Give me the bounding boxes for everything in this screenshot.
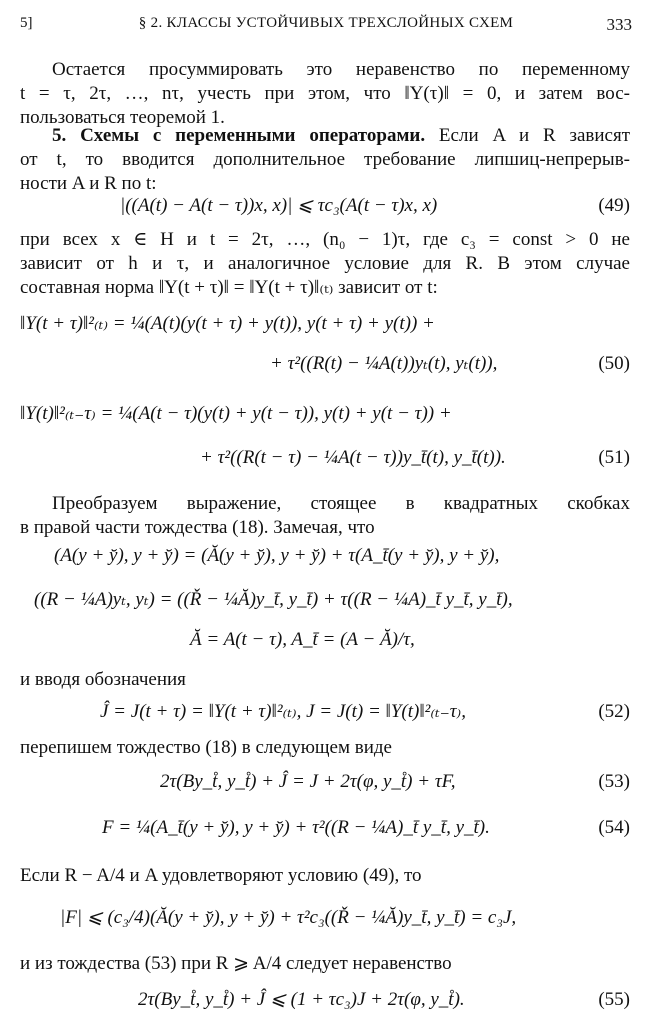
- text-line: и из тождества (53) при R ⩾ A/4 следует неравенство: [20, 953, 452, 974]
- paragraph-notation: [20, 668, 630, 692]
- equation-identity-b: [20, 588, 630, 616]
- equation-body: ‖Y(t)‖²₍ₜ₋τ₎ = ¼(A(t − τ)(y(t) + y(t − τ)), y(t) + y(t − τ)) +: [20, 403, 452, 424]
- text-line: при всех x ∈ H и t = 2τ, …, (n₀ − 1)τ, где c₃ = const > 0 не: [20, 229, 630, 250]
- equation-identity-c: [20, 628, 630, 656]
- text-line: пользоваться теоремой 1.: [20, 107, 225, 128]
- paragraph-rewrite: [20, 736, 630, 760]
- equation-50-line-2: [20, 352, 630, 380]
- equation-body: 2τ(By_t̊, y_t̊) + Ĵ ⩽ (1 + τc₃)J + 2τ(φ, y_t̊).: [138, 989, 465, 1010]
- equation-F-bound: [20, 906, 630, 934]
- equation-body: ((R − ¼A)yₜ, yₜ) = ((Ř − ¼Ă)y_t̄, y_t̄) + τ((R − ¼A)_t̄ y_t̄, y_t̄),: [34, 589, 513, 610]
- equation-51-line-1: [20, 402, 630, 430]
- equation-body: 2τ(By_t̊, y_t̊) + Ĵ = J + 2τ(φ, y_t̊) + τF,: [160, 771, 456, 792]
- equation-49: [20, 194, 630, 222]
- equation-number: (51): [598, 447, 630, 468]
- text-line: перепишем тождество (18) в следующем виде: [20, 737, 392, 758]
- paragraph-transform: [20, 492, 630, 540]
- equation-number: (50): [598, 353, 630, 374]
- equation-body: + τ²((R(t) − ¼A(t))yₜ(t), yₜ(t)),: [270, 353, 498, 374]
- equation-body: Ă = A(t − τ), A_t̄ = (A − Ă)/τ,: [190, 629, 415, 650]
- equation-50-line-1: [20, 312, 630, 340]
- page-number: 333: [606, 15, 632, 34]
- paragraph-inequality: [20, 952, 630, 976]
- section-heading: 5. Схемы с переменными операторами.: [52, 125, 426, 146]
- text-line: и вводя обозначения: [20, 669, 186, 690]
- equation-number: (53): [598, 771, 630, 792]
- equation-54: [20, 816, 630, 844]
- text-fragment: Если A и R зависят: [438, 125, 630, 146]
- text-line: в правой части тождества (18). Замечая, что: [20, 517, 375, 538]
- paragraph-condition-49: [20, 864, 630, 888]
- equation-body: F = ¼(A_t̄(y + y̆), y + y̆) + τ²((R − ¼A)_t̄ y_t̄, y_t̄).: [102, 817, 490, 838]
- equation-body: ‖Y(t + τ)‖²₍ₜ₎ = ¼(A(t)(y(t + τ) + y(t)), y(t + τ) + y(t)) +: [20, 313, 435, 334]
- equation-body: + τ²((R(t − τ) − ¼A(t − τ))y_t̄(t), y_t̄(t)).: [200, 447, 506, 468]
- running-header: [20, 14, 632, 38]
- equation-body: (A(y + y̆), y + y̆) = (Ă(y + y̆), y + y̆) + τ(A_t̄(y + y̆), y + y̆),: [54, 545, 500, 566]
- equation-53: [20, 770, 630, 798]
- equation-number: (52): [598, 701, 630, 722]
- equation-55: [20, 988, 630, 1016]
- text-line: Остается просуммировать это неравенство по переменному: [52, 59, 630, 80]
- paragraph-variable-operators: [20, 124, 630, 196]
- text-line: зависит от h и τ, и аналогичное условие для R. В этом случае: [20, 253, 630, 274]
- text-line: [20, 124, 630, 148]
- paragraph-conditions: [20, 228, 630, 300]
- equation-51-line-2: [20, 446, 630, 474]
- header-section-number: 5]: [20, 15, 33, 31]
- equation-body: Ĵ = J(t + τ) = ‖Y(t + τ)‖²₍ₜ₎, J = J(t) = ‖Y(t)‖²₍ₜ₋τ₎,: [100, 701, 466, 722]
- equation-number: (54): [598, 817, 630, 838]
- header-title: § 2. КЛАССЫ УСТОЙЧИВЫХ ТРЕХСЛОЙНЫХ СХЕМ: [138, 15, 514, 31]
- text-line: от t, то вводится дополнительное требование липшиц-непрерыв-: [20, 149, 630, 170]
- paragraph-summation: [20, 58, 630, 130]
- equation-number: (49): [598, 195, 630, 216]
- text-line: ности A и R по t:: [20, 173, 157, 194]
- text-line: Если R − A/4 и A удовлетворяют условию (49), то: [20, 865, 422, 886]
- equation-number: (55): [598, 989, 630, 1010]
- text-line: составная норма ‖Y(t + τ)‖ = ‖Y(t + τ)‖₍ₜ₎ зависит от t:: [20, 277, 438, 298]
- text-line: Преобразуем выражение, стоящее в квадратных скобках: [52, 493, 630, 514]
- equation-body: |((A(t) − A(t − τ))x, x)| ⩽ τc₃(A(t − τ)x, x): [120, 195, 438, 216]
- text-line: t = τ, 2τ, …, nτ, учесть при этом, что ‖Y(τ)‖ = 0, и затем вос-: [20, 83, 630, 104]
- equation-body: |F| ⩽ (c₃/4)(Ă(y + y̆), y + y̆) + τ²c₃((Ř − ¼Ă)y_t̄, y_t̄) = c₃J,: [60, 907, 517, 928]
- equation-identity-a: [20, 544, 630, 572]
- equation-52: [20, 700, 630, 728]
